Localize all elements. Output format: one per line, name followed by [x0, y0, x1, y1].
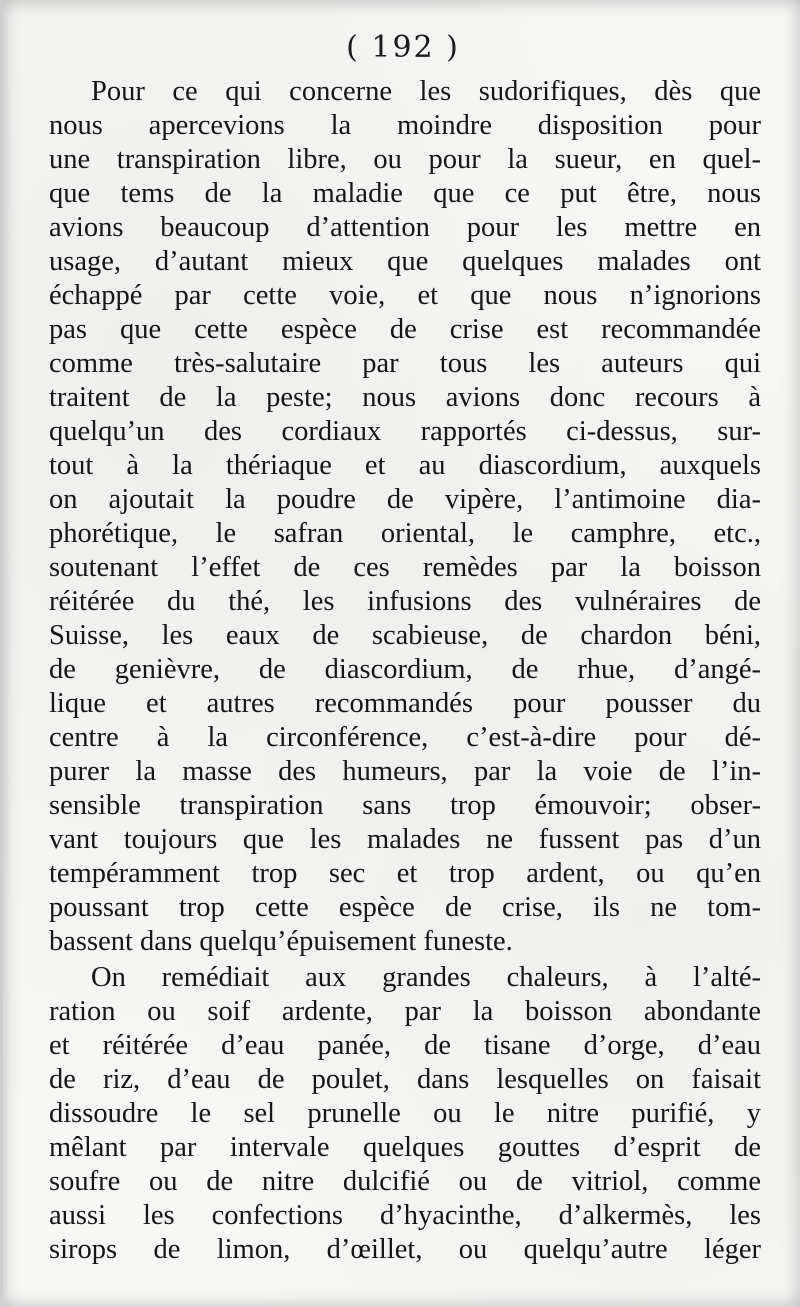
text-line: ration ou soif ardente, par la boisson abondante	[49, 996, 761, 1027]
text-line: sirops de limon, d’œillet, ou quelqu’autre léger	[49, 1234, 761, 1265]
text-line: on ajoutait la poudre de vipère, l’antimoine dia-	[49, 484, 761, 515]
text-line: bassent dans quelqu’épuisement funeste.	[49, 926, 513, 957]
text-line: dissoudre le sel prunelle ou le nitre purifié, y	[49, 1098, 761, 1129]
text-line: de genièvre, de diascordium, de rhue, d’angé-	[49, 654, 761, 685]
text-line: Suisse, les eaux de scabieuse, de chardon béni,	[49, 620, 761, 651]
text-line: On remédiait aux grandes chaleurs, à l’alté-	[91, 962, 761, 993]
text-line: pas que cette espèce de crise est recommandée	[49, 314, 761, 345]
text-line: et réitérée d’eau panée, de tisane d’orge, d’eau	[49, 1030, 761, 1061]
text-line: une transpiration libre, ou pour la sueur, en quel-	[49, 144, 761, 175]
text-line: centre à la circonférence, c’est-à-dire pour dé-	[49, 722, 761, 753]
text-line: soufre ou de nitre dulcifié ou de vitriol, comme	[49, 1166, 761, 1197]
text-line: traitent de la peste; nous avions donc recours à	[49, 382, 761, 413]
text-line: que tems de la maladie que ce put être, nous	[49, 178, 761, 209]
text-line: Pour ce qui concerne les sudorifiques, dès que	[91, 76, 761, 107]
text-line: sensible transpiration sans trop émouvoir; obser-	[49, 790, 761, 821]
text-line: poussant trop cette espèce de crise, ils ne tom-	[49, 892, 761, 923]
text-line: échappé par cette voie, et que nous n’ignorions	[49, 280, 761, 311]
text-line: usage, d’autant mieux que quelques malades ont	[49, 246, 761, 277]
page-number: ( 192 )	[346, 30, 460, 65]
text-line: quelqu’un des cordiaux rapportés ci-dessus, sur-	[49, 416, 761, 447]
text-line: de riz, d’eau de poulet, dans lesquelles on faisait	[49, 1064, 761, 1095]
text-line: réitérée du thé, les infusions des vulnéraires de	[49, 586, 761, 617]
text-line: nous apercevions la moindre disposition pour	[49, 110, 761, 141]
text-line: phorétique, le safran oriental, le camphre, etc.,	[49, 518, 761, 549]
text-line: lique et autres recommandés pour pousser du	[49, 688, 761, 719]
text-line: vant toujours que les malades ne fussent pas d’un	[49, 824, 761, 855]
text-line: purer la masse des humeurs, par la voie de l’in-	[49, 756, 761, 787]
text-line: tempéramment trop sec et trop ardent, ou qu’en	[49, 858, 761, 889]
text-line: tout à la thériaque et au diascordium, auxquels	[49, 450, 761, 481]
text-line: soutenant l’effet de ces remèdes par la boisson	[49, 552, 761, 583]
text-line: avions beaucoup d’attention pour les mettre en	[49, 212, 761, 243]
text-line: mêlant par intervale quelques gouttes d’esprit de	[49, 1132, 761, 1163]
text-line: aussi les confections d’hyacinthe, d’alkermès, les	[49, 1200, 761, 1231]
text-line: comme très-salutaire par tous les auteurs qui	[49, 348, 761, 379]
